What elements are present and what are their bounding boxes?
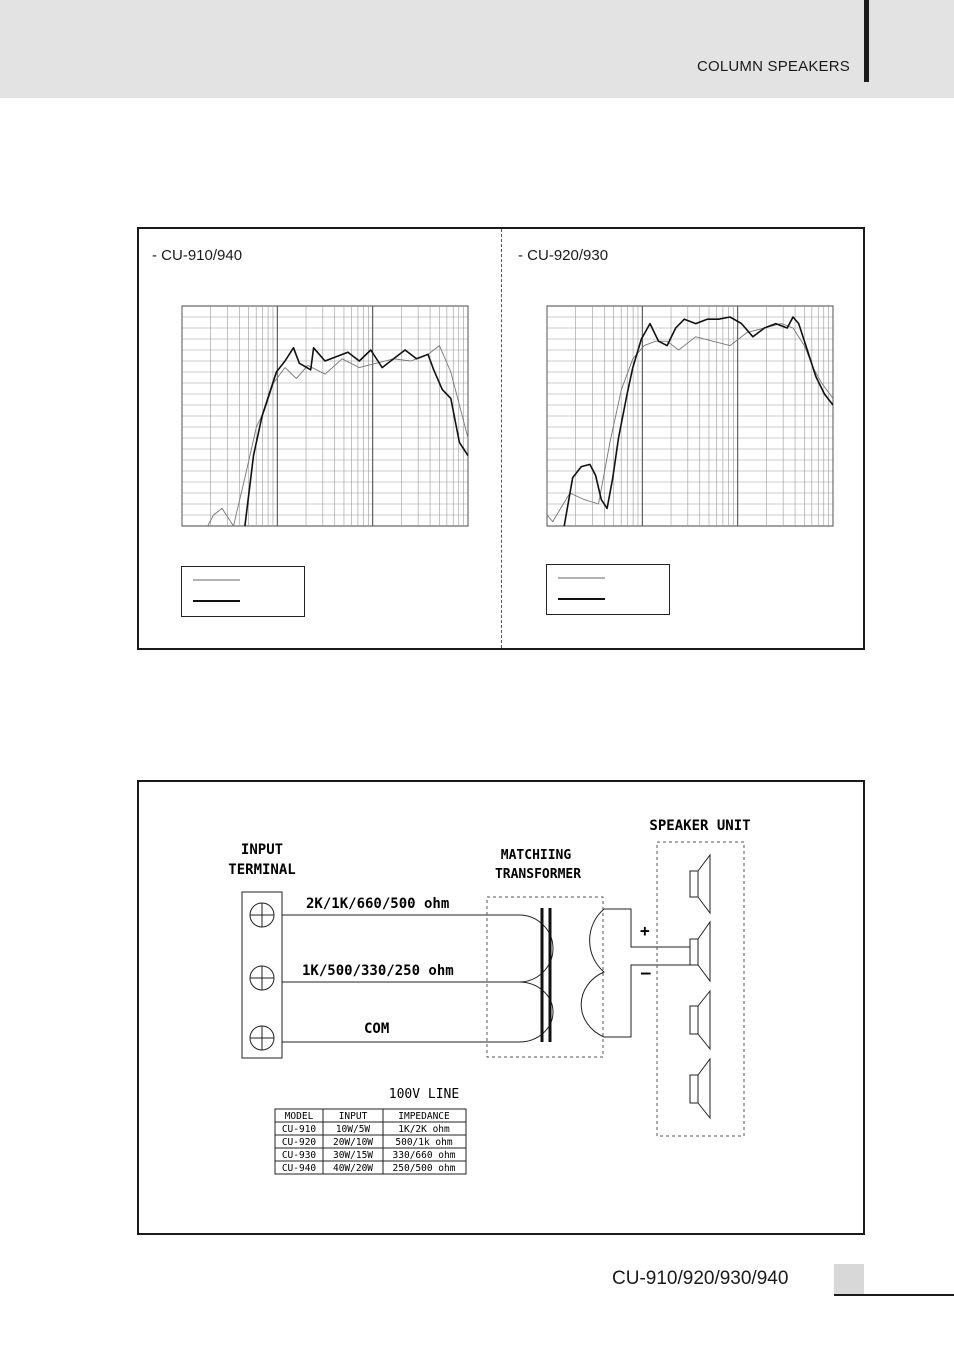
left-legend bbox=[181, 566, 306, 618]
footer-model-name: CU-910/920/930/940 bbox=[612, 1268, 789, 1289]
table-cell: 1K/2K ohm bbox=[398, 1124, 450, 1135]
left-chart-label: - CU-910/940 bbox=[152, 247, 243, 264]
table-cell: 20W/10W bbox=[332, 1137, 374, 1148]
section-title: COLUMN SPEAKERS bbox=[696, 58, 850, 75]
tap-high-label: 2K/1K/660/500 ohm bbox=[306, 896, 450, 912]
model-table-text bbox=[282, 1111, 456, 1174]
footer-rule bbox=[834, 1294, 954, 1296]
panel-divider bbox=[501, 229, 502, 648]
speaker-2-icon bbox=[690, 922, 710, 981]
table-header-impedance: IMPEDANCE bbox=[398, 1111, 450, 1122]
plus-sign: + bbox=[640, 921, 650, 940]
right-legend bbox=[546, 564, 671, 616]
table-cell: 30W/15W bbox=[332, 1150, 374, 1161]
table-cell: 330/660 ohm bbox=[392, 1150, 456, 1161]
terminal-screw-3 bbox=[250, 1026, 274, 1050]
terminal-screw-1 bbox=[250, 903, 274, 927]
input-terminal-label-1: INPUT bbox=[240, 842, 284, 858]
tap-com-label: COM bbox=[364, 1021, 390, 1037]
input-terminal-label-2: TERMINAL bbox=[228, 862, 296, 878]
table-cell: CU-910 bbox=[281, 1124, 317, 1135]
left-frequency-chart bbox=[181, 305, 471, 529]
table-header-input: INPUT bbox=[338, 1111, 368, 1122]
wiring-diagram bbox=[139, 782, 863, 1233]
line-label: 100V LINE bbox=[388, 1087, 460, 1102]
table-cell: 40W/20W bbox=[332, 1163, 374, 1174]
table-cell: 10W/5W bbox=[335, 1124, 371, 1135]
table-cell: CU-930 bbox=[281, 1150, 317, 1161]
minus-sign: – bbox=[641, 963, 651, 982]
transformer-label-1: MATCHIING bbox=[500, 848, 572, 863]
header-rule bbox=[864, 0, 869, 82]
right-chart-label: - CU-920/930 bbox=[518, 247, 609, 264]
table-cell: 250/500 ohm bbox=[392, 1163, 456, 1174]
speaker-1-icon bbox=[690, 855, 710, 913]
speaker-3-icon bbox=[690, 991, 710, 1049]
transformer-box bbox=[487, 897, 603, 1057]
header-band bbox=[0, 0, 954, 98]
speaker-unit-label: SPEAKER UNIT bbox=[649, 818, 751, 834]
speaker-4-icon bbox=[690, 1059, 710, 1118]
secondary-winding bbox=[581, 909, 696, 1037]
terminal-screw-2 bbox=[250, 966, 274, 990]
footer-page-box bbox=[834, 1264, 864, 1294]
table-cell: CU-920 bbox=[281, 1137, 317, 1148]
table-cell: CU-940 bbox=[281, 1163, 317, 1174]
transformer-label-2: TRANSFORMER bbox=[494, 867, 582, 882]
table-header-model: MODEL bbox=[284, 1111, 314, 1122]
wiring-diagram-panel bbox=[137, 780, 865, 1235]
table-cell: 500/1k ohm bbox=[395, 1137, 453, 1148]
right-frequency-chart bbox=[546, 305, 836, 529]
tap-low-label: 1K/500/330/250 ohm bbox=[302, 963, 454, 979]
frequency-response-panel bbox=[137, 227, 865, 650]
